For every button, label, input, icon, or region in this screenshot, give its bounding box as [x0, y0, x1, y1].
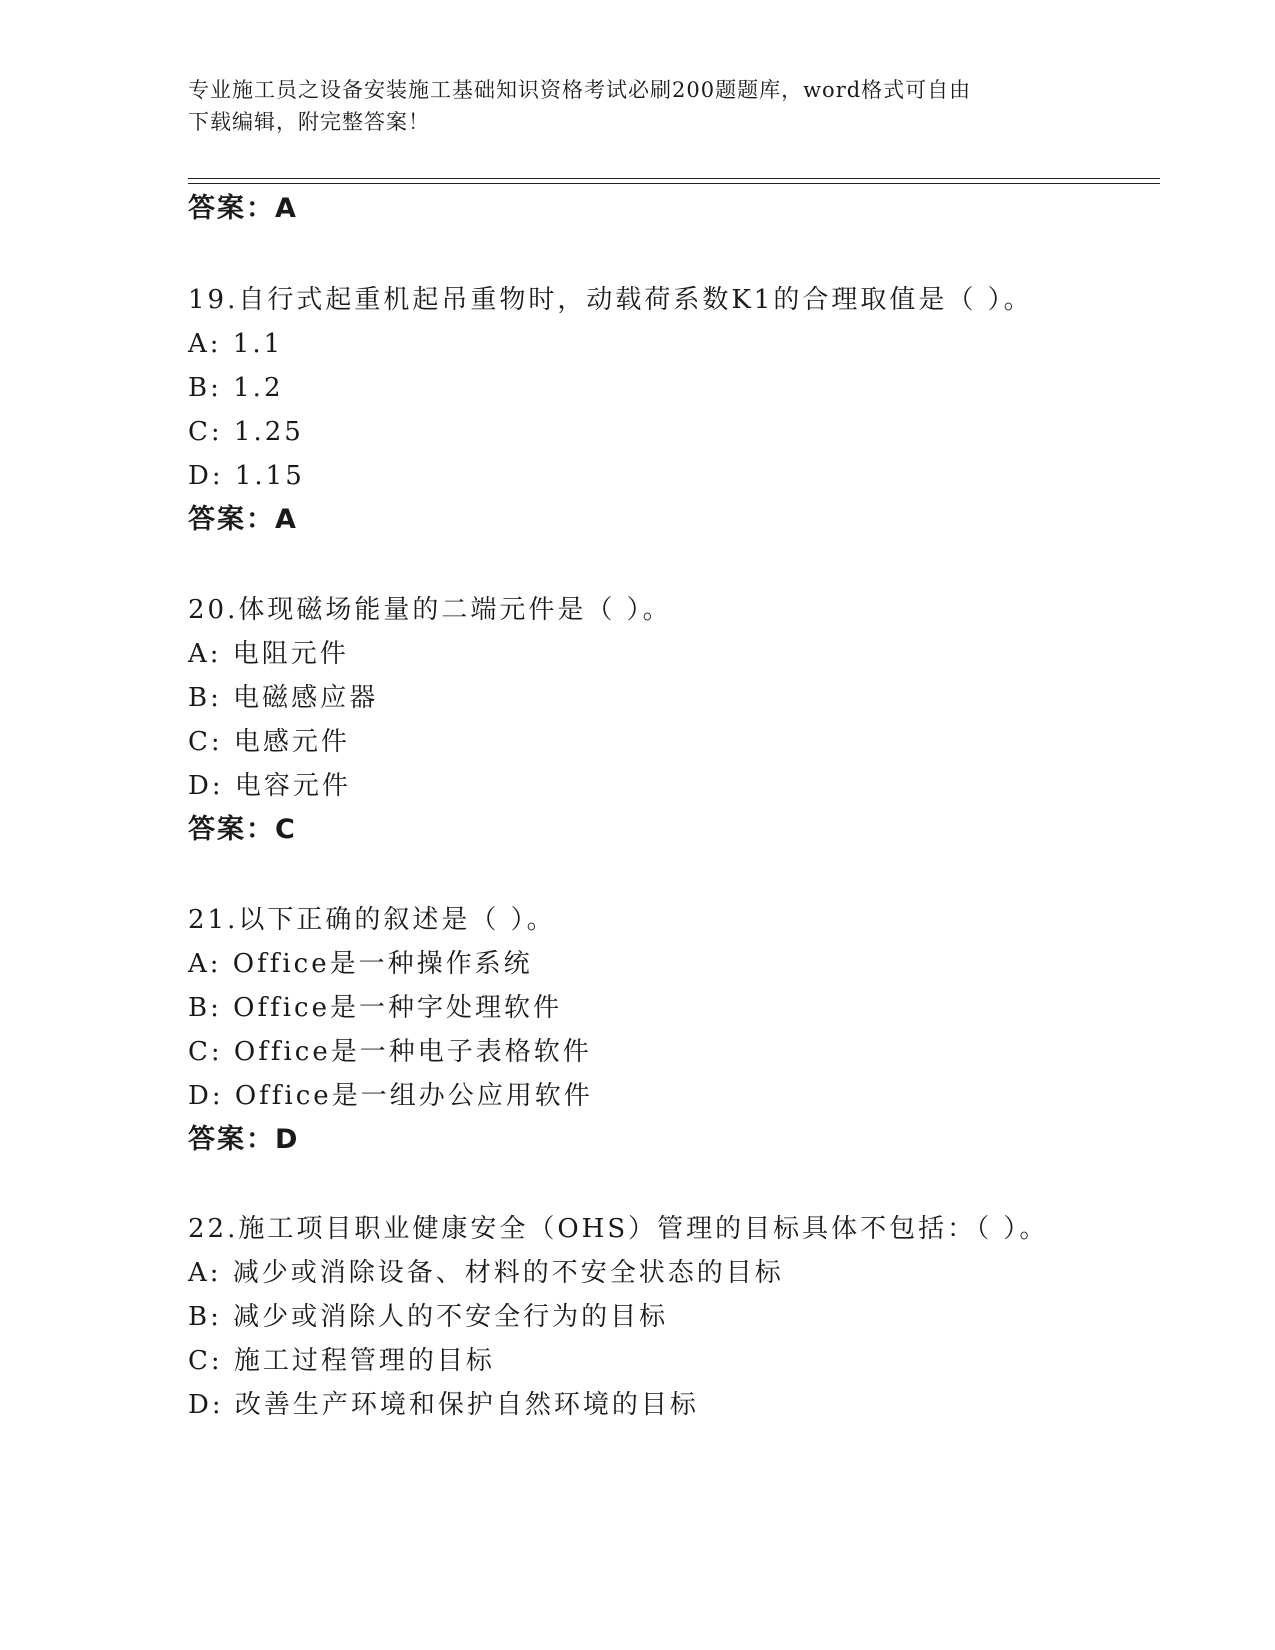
- option-c: C: 施工过程管理的目标: [188, 1346, 495, 1376]
- header-title-line-2: 下载编辑，附完整答案！: [188, 110, 430, 134]
- option-d: D: 电容元件: [188, 771, 351, 801]
- option-a: A: 1.1: [188, 329, 284, 359]
- header-divider-secondary: [188, 183, 1160, 184]
- header-divider: [188, 178, 1160, 179]
- document-header: [188, 74, 1068, 138]
- question-text: 21.以下正确的叙述是（ ）。: [188, 905, 556, 935]
- option-d: D: Office是一组办公应用软件: [188, 1081, 593, 1111]
- option-b: B: Office是一种字处理软件: [188, 993, 562, 1023]
- answer-line: 答案：C: [188, 814, 297, 845]
- option-a: A: Office是一种操作系统: [188, 949, 533, 979]
- answer-line: 答案：D: [188, 1124, 300, 1155]
- option-d: D: 1.15: [188, 461, 305, 491]
- header-title-line-1: 专业施工员之设备安装施工基础知识资格考试必刷200题题库，word格式可自由: [188, 78, 972, 102]
- option-b: B: 减少或消除人的不安全行为的目标: [188, 1302, 669, 1332]
- option-a: A: 电阻元件: [188, 639, 349, 669]
- option-d: D: 改善生产环境和保护自然环境的目标: [188, 1390, 699, 1420]
- question-text: 22.施工项目职业健康安全（OHS）管理的目标具体不包括：（ ）。: [188, 1214, 1049, 1244]
- answer-line: 答案：A: [188, 193, 298, 224]
- option-b: B: 1.2: [188, 373, 284, 403]
- option-c: C: 电感元件: [188, 727, 350, 757]
- option-b: B: 电磁感应器: [188, 683, 379, 713]
- option-a: A: 减少或消除设备、材料的不安全状态的目标: [188, 1258, 784, 1288]
- question-text: 20.体现磁场能量的二端元件是（ ）。: [188, 595, 672, 625]
- question-text: 19.自行式起重机起吊重物时，动载荷系数K1的合理取值是（ ）。: [188, 285, 1033, 315]
- answer-line: 答案：A: [188, 504, 298, 535]
- option-c: C: 1.25: [188, 417, 304, 447]
- option-c: C: Office是一种电子表格软件: [188, 1037, 592, 1067]
